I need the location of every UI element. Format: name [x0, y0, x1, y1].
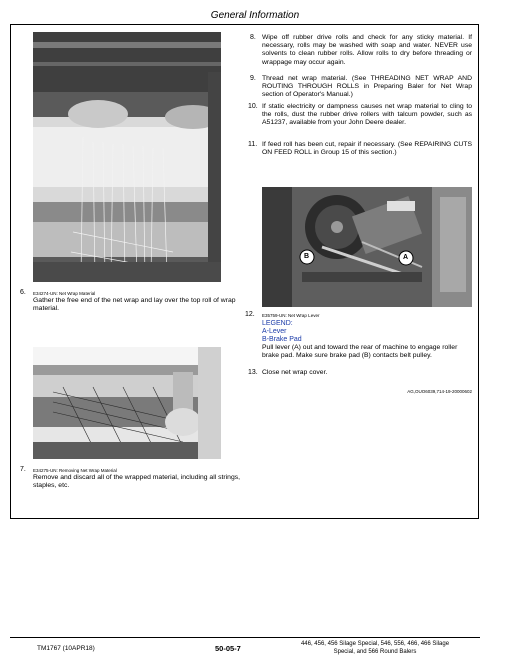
step-12-number: 12.: [245, 311, 255, 318]
frame-left-border: [10, 24, 11, 518]
step-6-text: Gather the free end of the net wrap and lay over the top roll of wrap material.: [33, 297, 236, 313]
net-wrap-lever-photo: [262, 187, 472, 307]
step-11-text: If feed roll has been cut, repair if necessary. (See REPAIRING CUTS ON FEED ROLL in Group 15 of this section.): [262, 141, 472, 157]
document-reference: AG,OUO6039,714-19-20000602: [407, 389, 472, 394]
models-line-1: 446, 456, 456 Silage Special, 546, 556, 466, 466 Silage: [300, 641, 450, 647]
legend-item-b: B-Brake Pad: [262, 336, 302, 343]
step-8-text: Wipe off rubber drive rolls and check for any sticky material. If necessary, rolls may be washed with soap and water. NEVER use solvents to clean rubber rolls. Allow rolls to dry before threading or wrappage may occur again.: [262, 34, 472, 66]
step-13-number: 13.: [248, 369, 258, 376]
step-9-text: Thread net wrap material. (See THREADING NET WRAP AND ROUTING THROUGH ROLLS in Preparing Baler for Net Wrap section of Operator's Manual.): [262, 75, 472, 99]
step-6-caption: E34274-UN: Net Wrap Material: [33, 291, 96, 296]
removing-net-wrap-illustration: [33, 347, 221, 459]
removing-net-wrap-photo: [33, 347, 221, 459]
step-6-number: 6.: [20, 289, 26, 296]
step-10-text: If static electricity or dampness causes net wrap material to cling to the rolls, dust the rubber drive rollers with talcum powder, such as A51237, available from your John Deere dealer.: [262, 103, 472, 127]
legend-item-a: A-Lever: [262, 328, 287, 335]
step-7-number: 7.: [20, 466, 26, 473]
net-wrap-material-illustration: [33, 32, 221, 282]
models-line-2: Special, and 566 Round Balers: [333, 648, 417, 655]
step-9-number: 9.: [250, 75, 256, 82]
step-10-number: 10.: [248, 103, 258, 110]
header-rule: [10, 24, 478, 25]
legend-title: LEGEND:: [262, 320, 293, 327]
callout-label-a: A: [403, 254, 409, 261]
step-8-number: 8.: [250, 34, 256, 41]
frame-right-border: [478, 24, 479, 518]
page-title: General Information: [210, 10, 300, 21]
step-11-number: 11.: [248, 141, 258, 148]
footer-rule: [10, 637, 480, 638]
step-13-text: Close net wrap cover.: [262, 369, 328, 376]
manual-number: TM1767 (10APR18): [37, 645, 95, 652]
net-wrap-lever-illustration: [262, 187, 472, 307]
frame-bottom-border: [10, 518, 479, 519]
page-number: 50-05-7: [215, 644, 241, 653]
step-7-text: Remove and discard all of the wrapped material, including all strings, staples, etc.: [33, 474, 241, 490]
step-7-caption: E34275-UN: Removing Net Wrap Material: [33, 468, 117, 473]
applicable-models: [276, 641, 474, 656]
step-12-caption: E35759-UN: Net Wrap Lever: [262, 313, 320, 318]
step-12-text: Pull lever (A) out and toward the rear of machine to engage roller brake pad. Make sure brake pad (B) contacts belt pulley.: [262, 344, 458, 360]
net-wrap-material-photo: [33, 32, 221, 282]
callout-label-b: B: [304, 253, 310, 260]
